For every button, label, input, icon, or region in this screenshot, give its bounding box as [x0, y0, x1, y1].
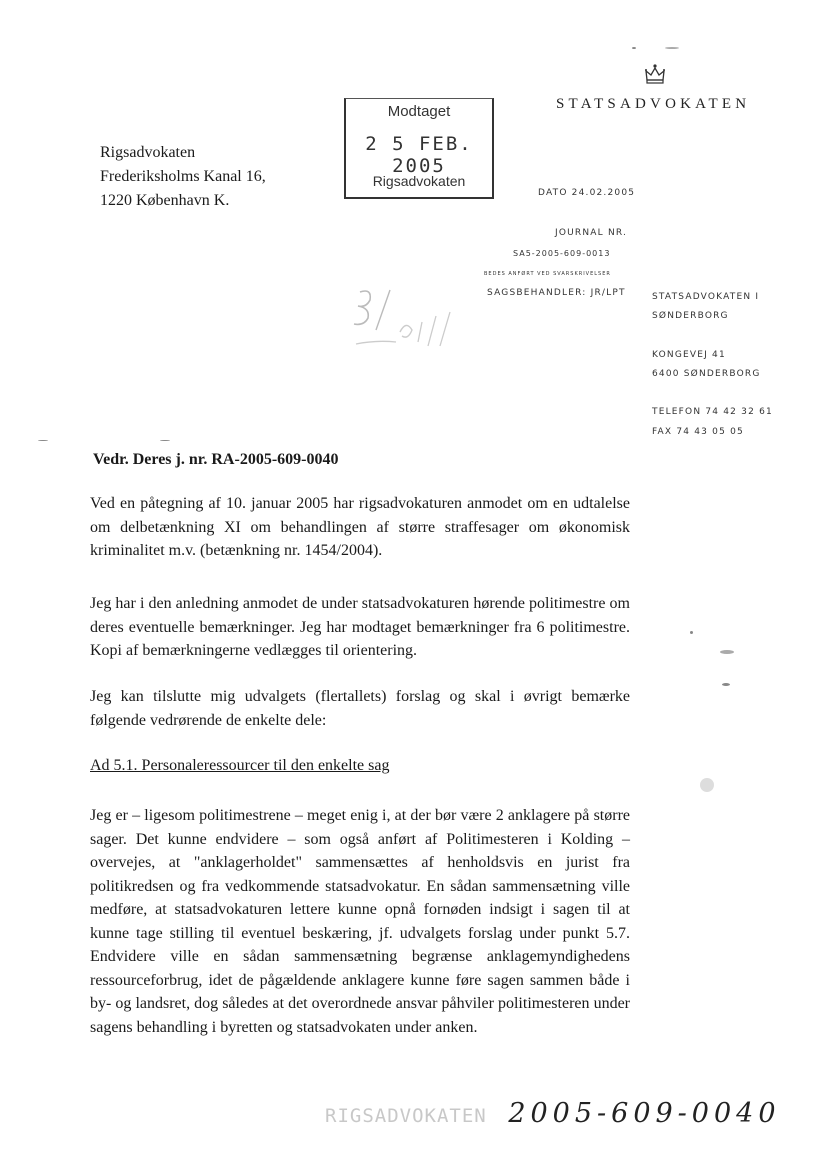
- case-handler: SAGSBEHANDLER: JR/LPT: [487, 288, 626, 298]
- sender-postal: 6400 SØNDERBORG: [652, 369, 761, 379]
- sender-phone: TELEFON 74 42 32 61: [652, 407, 773, 417]
- scan-mark: [665, 47, 679, 49]
- handwritten-case-number: [325, 1098, 781, 1129]
- sender-fax: FAX 74 43 05 05: [652, 427, 744, 437]
- scan-mark: [632, 47, 636, 49]
- sender-city: SØNDERBORG: [652, 311, 729, 321]
- handwritten-number: 2005-609-0040: [508, 1098, 781, 1129]
- scan-mark: [160, 440, 170, 441]
- stamp-received-label: Modtaget: [387, 103, 451, 120]
- scan-mark: [722, 683, 730, 686]
- scan-mark: [38, 440, 48, 441]
- scan-mark: [700, 778, 714, 792]
- scan-mark: [690, 631, 693, 634]
- letterhead-title: STATSADVOKATEN: [556, 96, 751, 112]
- recipient-city: 1220 København K.: [100, 192, 230, 209]
- subject-line: Vedr. Deres j. nr. RA-2005-609-0040: [93, 451, 339, 468]
- section-heading: Ad 5.1. Personaleressourcer til den enkelte sag: [90, 757, 390, 774]
- handwritten-initials: [340, 282, 470, 362]
- sender-name: STATSADVOKATEN I: [652, 292, 760, 302]
- journal-number: SA5-2005-609-0013: [513, 249, 611, 258]
- crown-icon: [642, 62, 668, 88]
- paragraph-4: Jeg er – ligesom politimestrene – meget enig i, at der bør være 2 anklagere på større sager. Det kunne endvidere – som også anført af Politimesteren i Kolding – overvejes, at "anklagerholdet" sammensættes af henholdsvis en jurist fra politikredsen og fra vedkommende statsadvokatur. En sådan sammensætning ville medføre, at statsadvokaturen lettere kunne opnå fornøden indsigt i sagen til at kunne tage stilling til eventuel beskæring, jf. udvalgets forslag under punkt 5.7. Endvidere ville en sådan sammensætning begrænse anklagemyndighedens ressourceforbrug, idet de pågældende anklagere kunne føre sagen sammen både i by- og landsret, dog således at det overordnede ansvar påhviler politimesteren under sagens behandling i byretten og statsadvokaten under anken.: [90, 807, 630, 1036]
- stamp-office: Rigsadvokaten: [372, 173, 466, 189]
- sender-street: KONGEVEJ 41: [652, 350, 726, 360]
- recipient-name: Rigsadvokaten: [100, 144, 196, 161]
- faint-text: RIGSADVOKATEN: [325, 1105, 487, 1127]
- paragraph-1: Ved en påtegning af 10. januar 2005 har rigsadvokaturen anmodet om en udtalelse om delbetænkning XI om behandlingen af større straffesager om økonomisk kriminalitet m.v. (betænkning nr. 1454/2004).: [90, 495, 630, 559]
- paragraph-2: Jeg har i den anledning anmodet de under statsadvokaturen hørende politimestre om deres eventuelle bemærkninger. Jeg har modtaget bemærkninger fra 6 politimestre. Kopi af bemærkningerne vedlægges til orientering.: [90, 595, 630, 659]
- recipient-street: Frederiksholms Kanal 16,: [100, 168, 266, 185]
- journal-label: JOURNAL NR.: [555, 228, 628, 238]
- received-stamp: [344, 98, 494, 199]
- scan-mark: [720, 650, 734, 654]
- journal-notice: BEDES ANFØRT VED SVARSKRIVELSER: [484, 271, 611, 277]
- stamp-date: 2 5 FEB. 2005: [365, 133, 473, 177]
- paragraph-3: Jeg kan tilslutte mig udvalgets (flertallets) forslag og skal i øvrigt bemærke følgende vedrørende de enkelte dele:: [90, 688, 630, 729]
- letter-date: DATO 24.02.2005: [538, 188, 636, 198]
- recipient-address: [100, 141, 266, 213]
